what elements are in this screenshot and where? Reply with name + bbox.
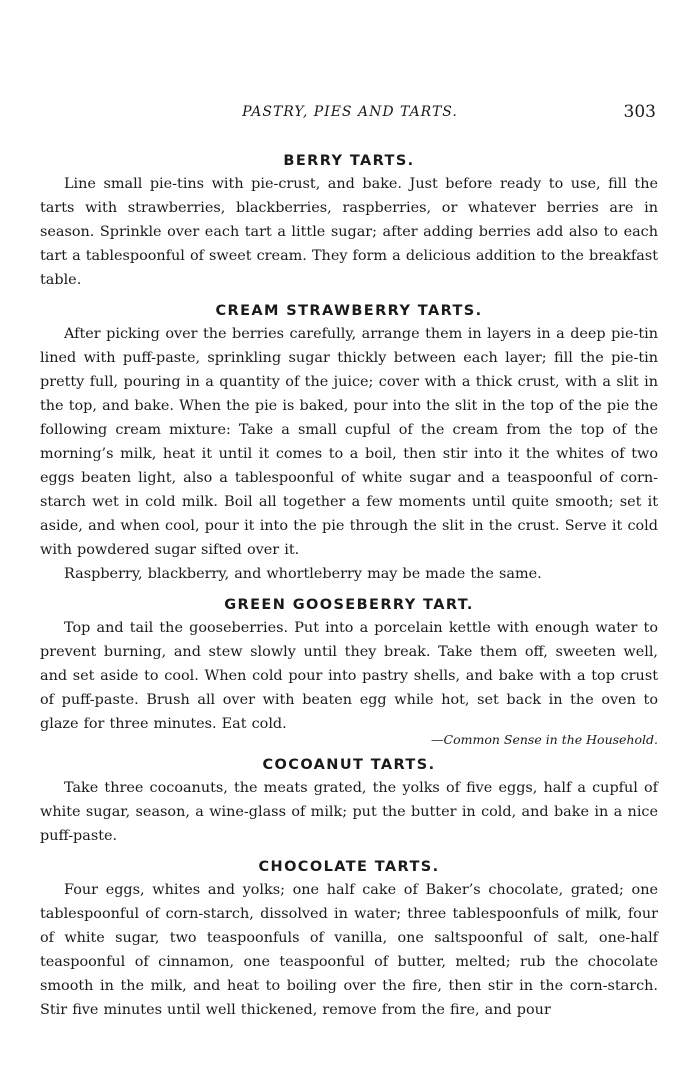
section-heading: CHOCOLATE TARTS.	[258, 859, 440, 875]
page-content	[40, 150, 658, 1030]
section-cream-strawberry-tarts	[40, 300, 658, 586]
running-head	[40, 102, 660, 124]
paragraph: Raspberry, blackberry, and whortleberry may be made the same.	[64, 566, 542, 582]
paragraph: Line small pie-tins with pie-crust, and bake. Just before ready to use, fill the tarts with strawberries, blackberries, raspberries, or whatever berries are in season. Sprinkle over each tart a little sugar; after adding berries add also to each tart a tablespoonful of sweet cream. They form a delicious addition to the breakfast table.	[40, 176, 658, 288]
paragraph: After picking over the berries carefully, arrange them in layers in a deep pie-tin lined with puff-paste, sprinkling sugar thickly between each layer; fill the pie-tin pretty full, pouring in a quantity of the juice; cover with a thick crust, with a slit in the top, and bake. When the pie is baked, pour into the slit in the top of the pie the following cream mixture: Take a small cupful of the cream from the top of the morning’s milk, heat it until it comes to a boil, then stir into it the whites of two eggs beaten light, also a tablespoonful of white sugar and a teaspoonful of corn-starch wet in cold milk. Boil all together a few moments until quite smooth; set it aside, and when cool, pour it into the pie through the slit in the crust. Serve it cold with powdered sugar sifted over it.	[40, 326, 658, 558]
attribution: —Common Sense in the Household.	[431, 732, 658, 747]
section-heading: GREEN GOOSEBERRY TART.	[224, 597, 474, 613]
section-heading: COCOANUT TARTS.	[262, 757, 436, 773]
section-cocoanut-tarts	[40, 754, 658, 848]
running-title: PASTRY, PIES AND TARTS.	[242, 104, 458, 120]
paragraph: Top and tail the gooseberries. Put into a porcelain kettle with enough water to prevent burning, and stew slowly until they break. Take them off, sweeten well, and set aside to cool. When cold pour into pastry shells, and bake with a top crust of puff-paste. Brush all over with beaten egg while hot, set back in the oven to glaze for three minutes. Eat cold.	[40, 620, 658, 732]
section-berry-tarts	[40, 150, 658, 292]
paragraph: Four eggs, whites and yolks; one half cake of Baker’s chocolate, grated; one tablespoonful of corn-starch, dissolved in water; three tablespoonfuls of milk, four of white sugar, two teaspoonfuls of vanilla, one saltspoonful of salt, one-half teaspoonful of cinnamon, one teaspoonful of butter, melted; rub the chocolate smooth in the milk, and heat to boiling over the fire, then stir in the corn-starch. Stir five minutes until well thickened, remove from the fire, and pour	[40, 882, 658, 1018]
page-number: 303	[623, 102, 656, 122]
section-chocolate-tarts	[40, 856, 658, 1022]
section-heading: BERRY TARTS.	[283, 153, 415, 169]
section-heading: CREAM STRAWBERRY TARTS.	[215, 303, 483, 319]
section-green-gooseberry-tart	[40, 594, 658, 748]
paragraph: Take three cocoanuts, the meats grated, the yolks of five eggs, half a cupful of white sugar, season, a wine-glass of milk; put the butter in cold, and bake in a nice puff-paste.	[40, 780, 658, 844]
